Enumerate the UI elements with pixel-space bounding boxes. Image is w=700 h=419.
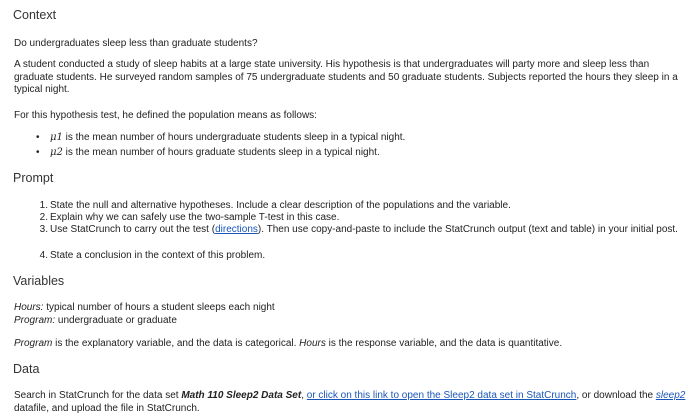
list-item: μ2 is the mean number of hours graduate students sleep in a typical night. — [50, 147, 380, 158]
context-heading: Context — [13, 8, 57, 22]
bullet-dot: • — [36, 147, 40, 158]
variables-summary: Program is the explanatory variable, and the data is categorical. Hours is the response variable, and the data is quantitative. — [14, 338, 563, 349]
hours-variable: Hours: typical number of hours a student sleeps each night — [14, 302, 275, 313]
means-intro: For this hypothesis test, he defined the population means as follows: — [14, 110, 317, 121]
data-heading: Data — [13, 362, 40, 376]
context-description: A student conducted a study of sleep habits at a large state university. His hypothesis is that undergraduates will party more and sleep less than graduate students. He surveyed random samples of 75 undergraduate students and 50 graduate students. Subjects reported the hours they sleep in a typical night. — [14, 59, 678, 95]
list-item: μ1 is the mean number of hours undergraduate students sleep in a typical night. — [50, 132, 406, 143]
list-item: State the null and alternative hypotheses. Include a clear description of the populations and the variable. — [50, 200, 511, 211]
directions-link[interactable]: directions — [215, 224, 258, 235]
bullet-dot: • — [36, 132, 40, 143]
list-item: Use StatCrunch to carry out the test (directions). Then use copy-and-paste to include the StatCrunch output (text and table) in your initial post. — [50, 224, 678, 235]
prompt-heading: Prompt — [13, 171, 54, 185]
list-item: Explain why we can safely use the two-sample T-test in this case. — [50, 212, 340, 223]
sleep2-download-link[interactable]: sleep2 — [655, 390, 686, 401]
dataset-name: Math 110 Sleep2 Data Set — [181, 390, 302, 401]
program-variable: Program: undergraduate or graduate — [14, 315, 177, 326]
data-instructions: Search in StatCrunch for the data set Math 110 Sleep2 Data Set, or click on this link to open the Sleep2 data set in StatCrunch, or download the sleep2 datafile, and upload the file in StatCrunch. — [14, 390, 686, 414]
list-item: State a conclusion in the context of this problem. — [50, 250, 266, 261]
open-dataset-link[interactable]: or click on this link to open the Sleep2 data set in StatCrunch — [306, 390, 577, 401]
mu2-symbol: μ2 — [50, 147, 63, 158]
mu1-symbol: μ1 — [50, 132, 63, 143]
context-question: Do undergraduates sleep less than graduate students? — [14, 38, 258, 49]
variables-heading: Variables — [13, 274, 65, 288]
